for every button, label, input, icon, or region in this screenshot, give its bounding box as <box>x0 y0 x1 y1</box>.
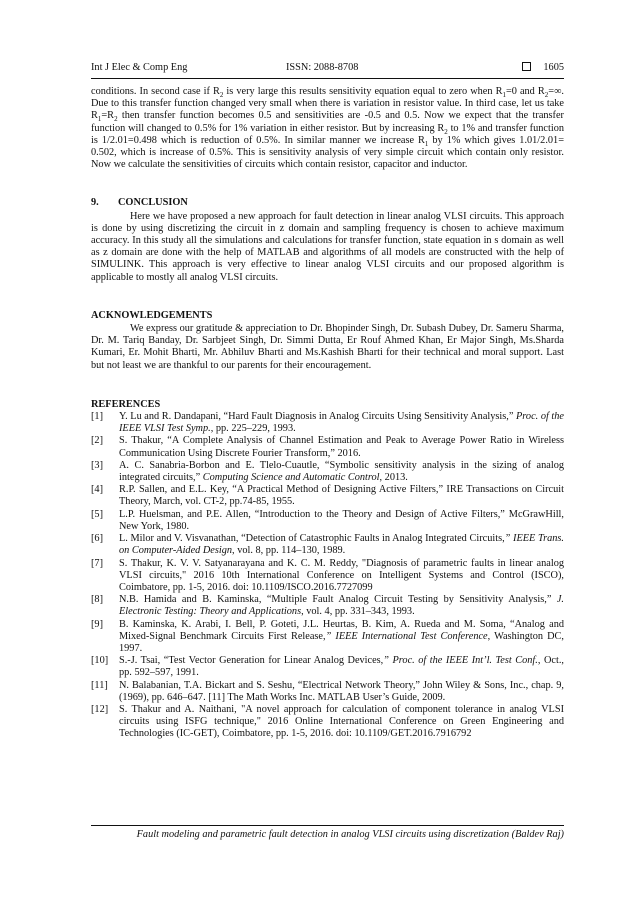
running-footer: Fault modeling and parametric fault detection in analog VLSI circuits using discretization (Baldev Raj) <box>136 829 564 840</box>
page-number-group <box>522 61 564 75</box>
reference-item: [12] S. Thakur and A. Naithani, "A novel approach for calculation of component tolerance in analog VLSI circuits using ISFG technique," 2016 Online International Conference on Green Engineering and Technologies (IC-GET), Coimbatore, pp. 1-5, 2016. doi: 10.1109/GET.2016.7916792 <box>91 703 564 740</box>
running-header <box>91 61 564 75</box>
reference-item: [2] S. Thakur, “A Complete Analysis of Channel Estimation and Peak to Average Power Ratio in Wireless Communication Using Discrete Fourier Transform,” 2016. <box>91 435 564 459</box>
reference-item: [10] S.-J. Tsai, “Test Vector Generation for Linear Analog Devices,” Proc. of the IEEE Int’l. Test Conf., Oct., pp. 592–597, 1991. <box>91 655 564 679</box>
reference-item: [1] Y. Lu and R. Dandapani, “Hard Fault Diagnosis in Analog Circuits Using Sensitivity Analysis,” Proc. of the IEEE VLSI Test Symp., pp. 225–229, 1993. <box>91 411 564 435</box>
page-number: 1605 <box>543 62 564 73</box>
conclusion-paragraph: Here we have proposed a new approach for fault detection in linear analog VLSI circuits. This approach is done by using discretizing the circuit in z domain and sampling frequency is chosen to achieve maximum accuracy. In this study all the simulations and calculations for transfer function, state equation in s domain as well as z domain are done with the help of MATLAB and algorithms of all models are constructed with the help of SIMULINK. This approach is very effective to linear analog VLSI circuits and our proposed algorithm is applicable to mostly all analog VLSI circuits. <box>91 210 564 283</box>
conclusion-heading: 9. CONCLUSION <box>91 197 188 209</box>
references-heading: REFERENCES <box>91 398 161 410</box>
body-text <box>91 86 564 741</box>
footer-divider <box>91 825 564 826</box>
reference-item: [9] B. Kaminska, K. Arabi, I. Bell, P. Goteti, J.L. Heurtas, B. Kim, A. Rueda and M. Soma, “Analog and Mixed-Signal Benchmark Circuits First Release,” IEEE International Test Conference, Washington DC, 1997. <box>91 618 564 654</box>
reference-item: [7] S. Thakur, K. V. V. Satyanarayana and K. C. M. Reddy, "Diagnosis of parametric faults in linear analog VLSI circuits," 2016 10th International Conference on Intelligent Systems and Control (ISCO), Coimbatore, pp. 1-5, 2016. doi: 10.1109/ISCO.2016.7727099 <box>91 557 564 593</box>
reference-item: [4] R.P. Sallen, and E.L. Key, “A Practical Method of Designing Active Filters,” IRE Transactions on Circuit Theory, March, vol. CT-2, pp.74-85, 1955. <box>91 484 564 508</box>
reference-item: [3] A. C. Sanabria-Borbon and E. Tlelo-Cuautle, “Symbolic sensitivity analysis in the sizing of analog integrated circuits,” Computing Science and Automatic Control, 2013. <box>91 459 564 484</box>
acknowledgements-paragraph: We express our gratitude & appreciation to Dr. Bhopinder Singh, Dr. Subash Dubey, Dr. Sameru Sharma, Dr. M. Tariq Banday, Dr. Sarbjeet Singh, Dr. Simmi Dutta, Er Rouf Ahmed Khan, Er Major Singh, Ms.Sharda Kumari, Er. Mohit Bharti, Mr. Abhiluv Bharti and Ms.Kashish Bharti for their technical and moral support. Last but not least we are thankful to our parents for their encouragement. <box>91 323 564 371</box>
reference-item: [6] L. Milor and V. Visvanathan, “Detection of Catastrophic Faults in Analog Integrated Circuits,” IEEE Trans. on Computer-Aided Design, vol. 8, pp. 114–130, 1989. <box>91 533 565 557</box>
intro-paragraph: conditions. In second case if $R_2$ is very large this results sensitivity equation equal to zero when $R_1=0$ and $R_2=\infty$. Due to this transfer function changed very small when there is variation in resistor value. In third case, let us take $R_1=R_2$ then transfer function becomes 0.5 and sensitivities are -0.5 and 0.5. Now we expect that the transfer function will changed to 0.5% for 1% variation in either resistor. But by increasing $R_2$ to 1% and transfer function is 1/2.01=0.498 which is reduction of 0.5%. In similar manner we increase $R_1$ by 1% which gives 1.01/2.01= 0.502, which is increase of 0.5%. This is sensitivity analysis of very simple circuit which contain only resistor. Now we calculate the sensitivities of circuits which contain resistor, capacitor and inductor. <box>91 86 564 171</box>
checkbox-square-icon <box>522 62 531 71</box>
journal-name: Int J Elec & Comp Eng <box>91 62 188 73</box>
header-divider <box>91 78 564 79</box>
reference-list <box>91 411 564 740</box>
reference-item: [8] N.B. Hamida and B. Kaminska, “Multiple Fault Analog Circuit Testing by Sensitivity Analysis,” J. Electronic Testing: Theory and Applications, vol. 4, pp. 331–343, 1993. <box>91 594 564 618</box>
acknowledgements-heading: ACKNOWLEDGEMENTS <box>91 309 213 321</box>
issn: ISSN: 2088-8708 <box>286 62 359 73</box>
reference-item: [11] N. Balabanian, T.A. Bickart and S. Seshu, “Electrical Network Theory,” John Wiley & Sons, Inc., chap. 9, (1969), pp. 646–647. [11] The Math Works Inc. MATLAB User’s Guide, 2009. <box>91 679 564 703</box>
reference-item: [5] L.P. Huelsman, and P.E. Allen, “Introduction to the Theory and Design of Active Filters,” McGrawHill, New York, 1980. <box>91 508 564 532</box>
